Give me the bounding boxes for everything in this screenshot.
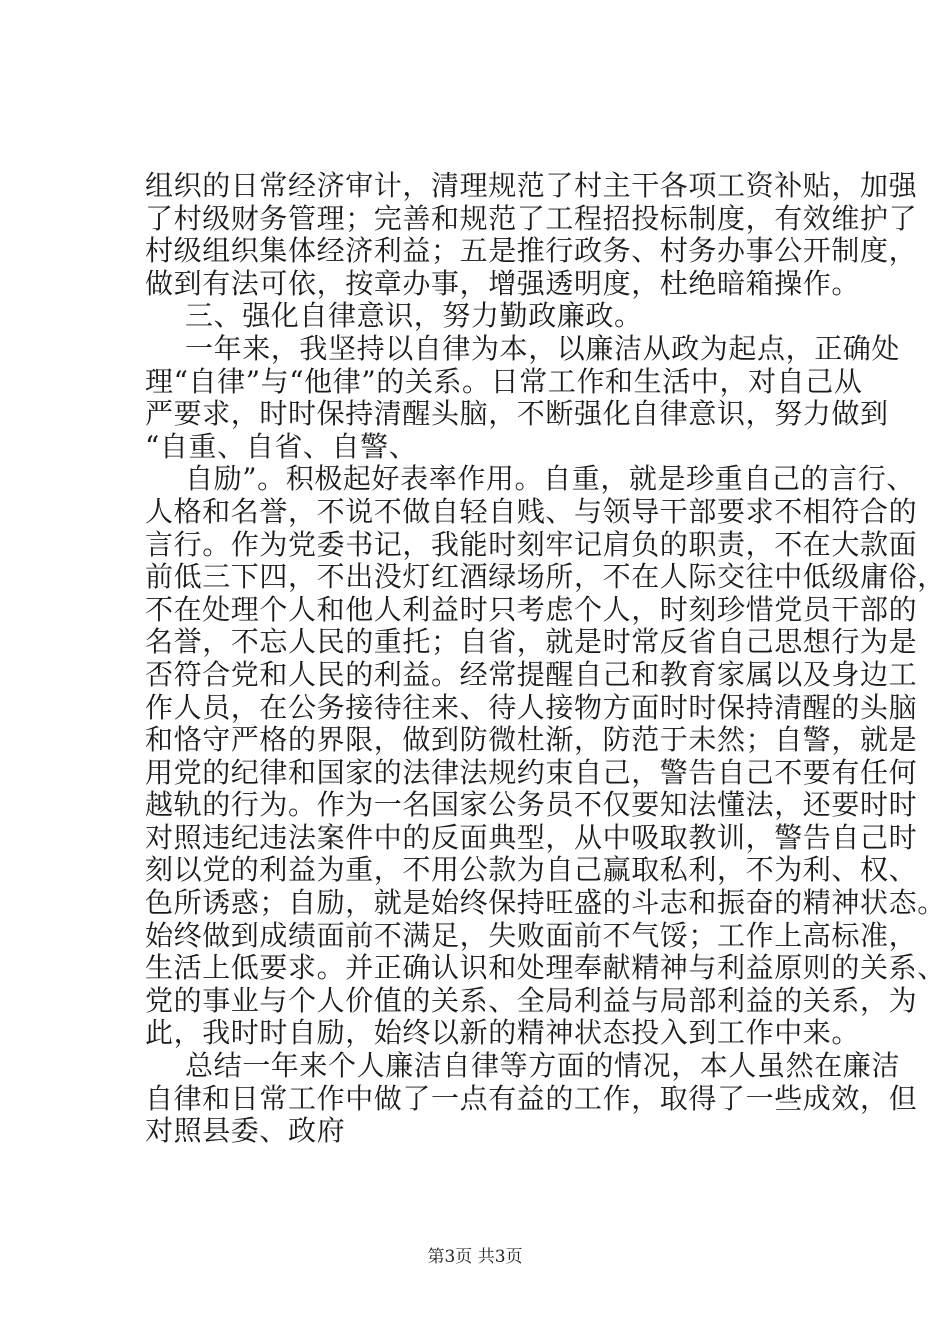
- text-line: 严要求，时时保持清醒头脑，不断强化自律意识，努力做到: [145, 397, 889, 431]
- text-line: 一年来，我坚持以自律为本，以廉洁从政为起点，正确处: [185, 331, 901, 365]
- text-line: 和恪守严格的界限，做到防微杜渐，防范于未然；自警，就是: [145, 723, 918, 757]
- text-line: 生活上低要求。并正确认识和处理奉献精神与利益原则的关系、: [145, 951, 946, 985]
- text-line: 对照县委、政府: [145, 1114, 346, 1148]
- text-line: 人格和名誉，不说不做自轻自贱、与领导干部要求不相符合的: [145, 494, 918, 528]
- text-line: 作人员，在公务接待往来、待人接物方面时时保持清醒的头脑: [145, 690, 918, 724]
- text-line: 刻以党的利益为重，不用公款为自己赢取私利，不为利、权、: [145, 853, 918, 887]
- document-body: [145, 169, 946, 1148]
- text-line: 此，我时时自励，始终以新的精神状态投入到工作中来。: [145, 1016, 861, 1050]
- text-line: 否符合党和人民的利益。经常提醒自己和教育家属以及身边工: [145, 657, 918, 691]
- text-line: 村级组织集体经济利益；五是推行政务、村务办事公开制度，: [145, 234, 918, 268]
- text-line: 自励”。积极起好表率作用。自重，就是珍重自己的言行、: [185, 462, 915, 496]
- text-line: 越轨的行为。作为一名国家公务员不仅要知法懂法，还要时时: [145, 788, 918, 822]
- text-line: 始终做到成绩面前不满足，失败面前不气馁；工作上高标准，: [145, 918, 918, 952]
- text-line: 党的事业与个人价值的关系、全局利益与局部利益的关系，为: [145, 983, 918, 1017]
- text-line: 总结一年来个人廉洁自律等方面的情况，本人虽然在廉洁: [185, 1049, 901, 1083]
- text-line: 做到有法可依，按章办事，增强透明度，杜绝暗箱操作。: [145, 266, 861, 300]
- text-line: “自重、自省、自警、: [145, 429, 418, 463]
- page-number-footer: 第3页 共3页: [427, 1247, 523, 1267]
- text-line: 用党的纪律和国家的法律法规约束自己，警告自己不要有任何: [145, 755, 918, 789]
- section-heading: 三、强化自律意识，努力勤政廉政。: [185, 299, 643, 333]
- text-line: 理“自律”与“他律”的关系。日常工作和生活中，对自己从: [145, 364, 863, 398]
- text-line: 自律和日常工作中做了一点有益的工作，取得了一些成效，但: [145, 1081, 918, 1115]
- text-line: 了村级财务管理；完善和规范了工程招投标制度，有效维护了: [145, 201, 918, 235]
- text-line: 名誉，不忘人民的重托；自省，就是时常反省自己思想行为是: [145, 625, 918, 659]
- text-line: 对照违纪违法案件中的反面典型，从中吸取教训，警告自己时: [145, 820, 918, 854]
- text-line: 色所诱惑；自励，就是始终保持旺盛的斗志和振奋的精神状态。: [145, 886, 946, 920]
- text-line: 前低三下四，不出没灯红酒绿场所，不在人际交往中低级庸俗，: [145, 560, 946, 594]
- text-line: 不在处理个人和他人利益时只考虑个人，时刻珍惜党员干部的: [145, 592, 918, 626]
- text-line: 组织的日常经济审计，清理规范了村主干各项工资补贴，加强: [145, 169, 918, 202]
- text-line: 言行。作为党委书记，我能时刻牢记肩负的职责，不在大款面: [145, 527, 918, 561]
